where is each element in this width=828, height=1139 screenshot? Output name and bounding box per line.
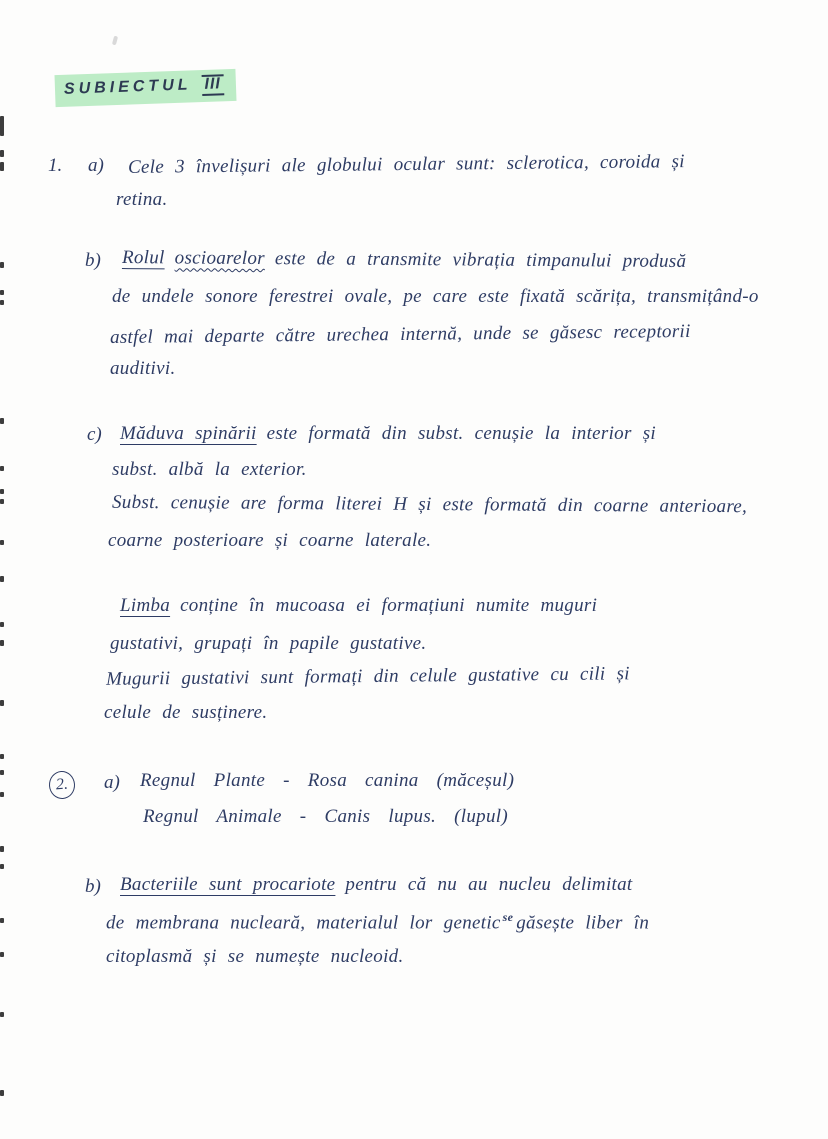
- answer-limba-line3: Mugurii gustativi sunt formați din celule gustative cu cili și: [105, 663, 630, 690]
- underlined-term: Rolul: [121, 247, 165, 269]
- answer-1a-label: a): [88, 155, 104, 176]
- line-text: conține în mucoasa ei formațiuni numite muguri: [180, 595, 598, 616]
- edge-artifact: [0, 418, 4, 424]
- answer-1c-line1: [120, 423, 656, 446]
- answer-2a-label: a): [104, 772, 120, 793]
- inserted-word-above-line: se: [502, 910, 514, 924]
- answer-1b-line2: de undele sonore ferestrei ovale, pe care este fixată scărița, transmițând-o: [112, 286, 759, 307]
- edge-artifact: [0, 846, 4, 852]
- edge-artifact: [0, 466, 4, 471]
- edge-artifact: [0, 622, 4, 627]
- title-roman-numeral: III: [201, 74, 224, 96]
- edge-artifact: [0, 116, 4, 136]
- edge-artifact: [0, 770, 4, 775]
- answer-1a-line2: retina.: [116, 189, 168, 210]
- underlined-term: Limba: [120, 595, 171, 616]
- edge-artifact: [0, 918, 4, 923]
- line-text: găsește liber în: [516, 912, 650, 934]
- answer-2a-line2: Regnul Animale - Canis lupus. (lupul): [143, 806, 508, 827]
- answer-2b-line1: [120, 874, 633, 897]
- edge-artifact: [0, 1090, 4, 1096]
- edge-artifact: [0, 300, 4, 305]
- answer-2a-line1: Regnul Plante - Rosa canina (măceșul): [140, 770, 515, 791]
- underlined-phrase: Bacteriile sunt procariote: [120, 874, 336, 895]
- edge-artifact: [0, 754, 4, 759]
- edge-artifact: [0, 864, 4, 869]
- answer-1a-line1: Cele 3 învelișuri ale globului ocular sunt: sclerotica, coroida și: [127, 151, 685, 178]
- answer-1b-line4: auditivi.: [110, 358, 176, 379]
- answer-1b-label: b): [85, 250, 101, 271]
- question-2-number-circled: 2.: [48, 770, 76, 800]
- exam-title: [55, 69, 237, 107]
- answer-2b-label: b): [85, 876, 101, 897]
- question-1-number: 1.: [48, 155, 63, 176]
- line-text: este de a transmite vibrația timpanului produsă: [274, 248, 687, 272]
- underlined-term: Măduva spinării: [120, 423, 257, 444]
- answer-2b-line2: [106, 910, 649, 935]
- edge-artifact: [0, 540, 4, 545]
- edge-artifact: [0, 150, 4, 157]
- answer-1b-line3: astfel mai departe către urechea internă, unde se găsesc receptorii: [109, 320, 691, 349]
- answer-1c-line4: coarne posterioare și coarne laterale.: [108, 530, 432, 551]
- answer-1c-line2: subst. albă la exterior.: [112, 459, 307, 480]
- title-text: SUBIECTUL: [63, 76, 192, 98]
- answer-1c-line3: Subst. cenușie are forma literei H și este formată din coarne anterioare,: [111, 491, 748, 518]
- pencil-smudge: [112, 36, 118, 46]
- edge-artifact: [0, 952, 4, 957]
- edge-artifact: [0, 640, 4, 646]
- edge-artifact: [0, 162, 4, 171]
- answer-1c-label: c): [87, 424, 102, 445]
- edge-artifact: [0, 700, 4, 706]
- edge-artifact: [0, 499, 4, 504]
- edge-artifact: [0, 1012, 4, 1017]
- line-text: pentru că nu au nucleu delimitat: [345, 874, 633, 895]
- highlighted-title: [55, 69, 237, 107]
- edge-artifact: [0, 792, 4, 797]
- line-text: de membrana nucleară, materialul lor genetic: [106, 912, 501, 934]
- answer-limba-line4: celule de susținere.: [104, 702, 268, 723]
- edge-artifact: [0, 576, 4, 582]
- answer-2b-line3: citoplasmă și se numește nucleoid.: [106, 946, 404, 967]
- answer-1b-line1: [122, 247, 686, 274]
- edge-artifact: [0, 489, 4, 494]
- wavy-underlined-term: oscioarelor: [174, 247, 265, 270]
- edge-artifact: [0, 262, 4, 268]
- answer-limba-line1: [120, 595, 597, 618]
- edge-artifact: [0, 290, 4, 295]
- line-text: este formată din subst. cenușie la interior și: [266, 423, 656, 444]
- answer-limba-line2: gustativi, grupați în papile gustative.: [110, 633, 427, 654]
